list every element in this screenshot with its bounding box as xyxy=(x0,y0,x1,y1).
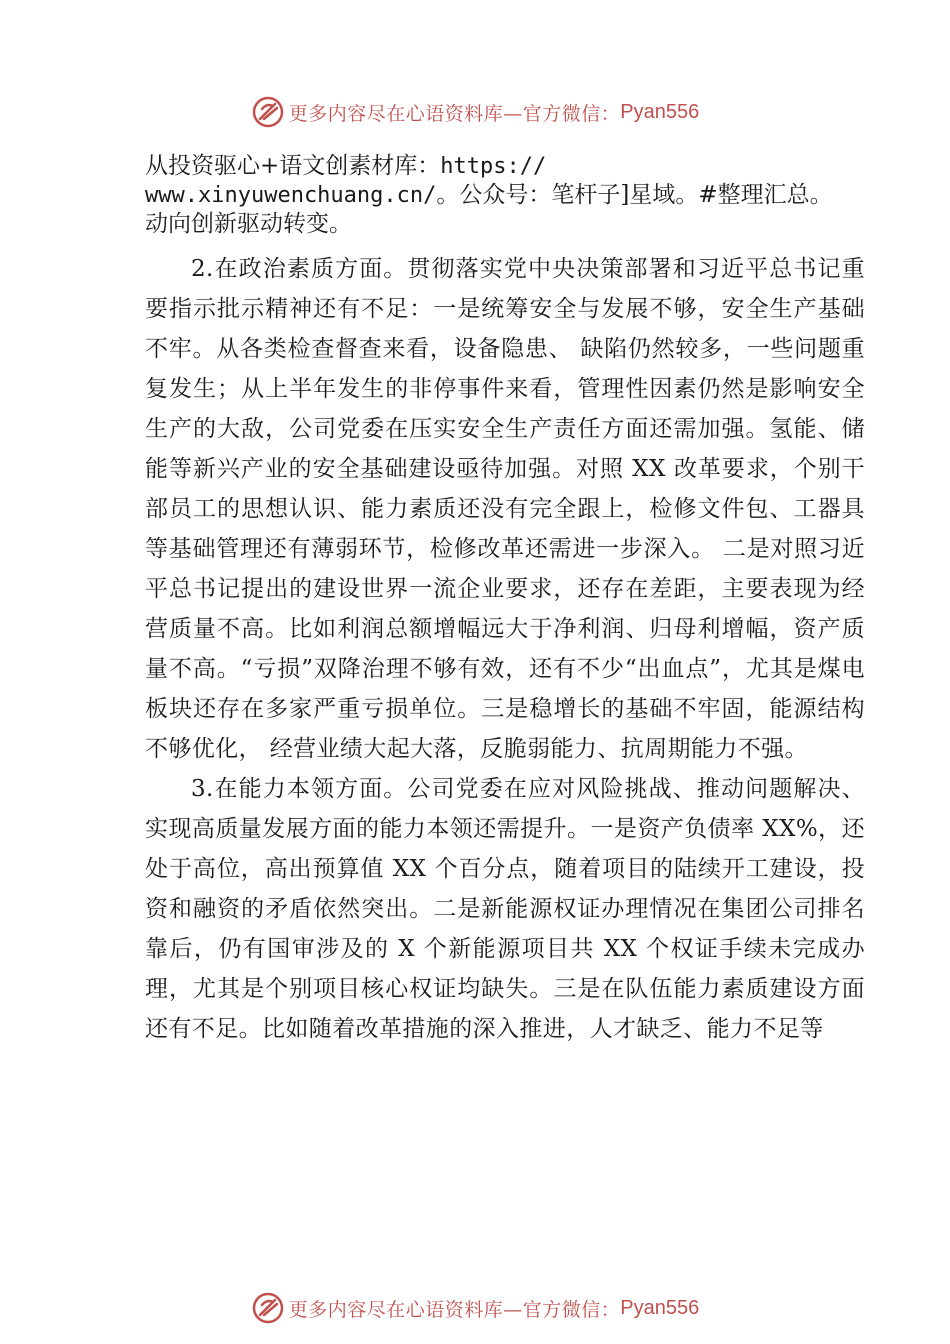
intro-line-2-text: 。公众号：笔杆子]星域。#整理汇总。 xyxy=(436,182,833,208)
intro-url-part-1: https:// xyxy=(440,154,547,179)
intro-line-1-text: 从投资驱心+语文创素材库： xyxy=(145,153,441,179)
intro-block xyxy=(145,152,865,239)
watermark-text: 更多内容尽在心语资料库—官方微信： xyxy=(288,1298,621,1321)
paragraph-political-quality: 2.在政治素质方面。贯彻落实党中央决策部署和习近平总书记重要指示批示精神还有不足：一是统筹安全与发展不够，安全生产基础不牢。从各类检查督查来看，设备隐患、 缺陷仍然较多，一些问题重复发生；从上半年发生的非停事件来看，管理性因素仍然是影响安全生产的大敌，公司党委在压实安全生产责任方面还需加强。氢能、储能等新兴产业的安全基础建设亟待加强。对照 XX 改革要求，个别干部员工的思想认识、能力素质还没有完全跟上，检修文件包、工器具等基础管理还有薄弱环节，检修改革还需进一步深入。 二是对照习近平总书记提出的建设世界一流企业要求，还存在差距，主要表现为经营质量不高。比如利润总额增幅远大于净利润、归母利增幅，资产质量不高。“亏损”双降治理不够有效，还有不少“出血点”，尤其是煤电板块还存在多家严重亏损单位。三是稳增长的基础不牢固，能源结构不够优化， 经营业绩大起大落，反脆弱能力、抗周期能力不强。 xyxy=(145,256,865,762)
paragraph-ability: 3.在能力本领方面。公司党委在应对风险挑战、推动问题解决、实现高质量发展方面的能力本领还需提升。一是资产负债率 XX%，还处于高位，高出预算值 XX 个百分点，随着项目的陆续开工建设，投资和融资的矛盾依然突出。二是新能源权证办理情况在集团公司排名靠后，仍有国审涉及的 X 个新能源项目共 XX 个权证手续未完成办理，尤其是个别项目核心权证均缺失。三是在队伍能力素质建设方面还有不足。比如随着改革措施的深入推进，人才缺乏、能力不足等 xyxy=(145,776,865,1042)
watermark-header xyxy=(0,92,950,132)
watermark-text: 更多内容尽在心语资料库—官方微信： xyxy=(288,102,621,125)
watermark-id: Pyan556 xyxy=(620,1296,700,1319)
intro-line-3: 动向创新驱动转变。 xyxy=(145,211,352,237)
intro-line-2 xyxy=(145,181,865,210)
watermark-id: Pyan556 xyxy=(620,100,700,123)
seal-logo-icon xyxy=(251,1291,285,1325)
watermark-footer xyxy=(0,1288,950,1328)
document-body xyxy=(145,152,865,1049)
seal-logo-icon xyxy=(251,95,285,129)
intro-line-1 xyxy=(145,152,865,181)
intro-url-part-2: www.xinyuwenchuang.cn/ xyxy=(145,183,437,208)
